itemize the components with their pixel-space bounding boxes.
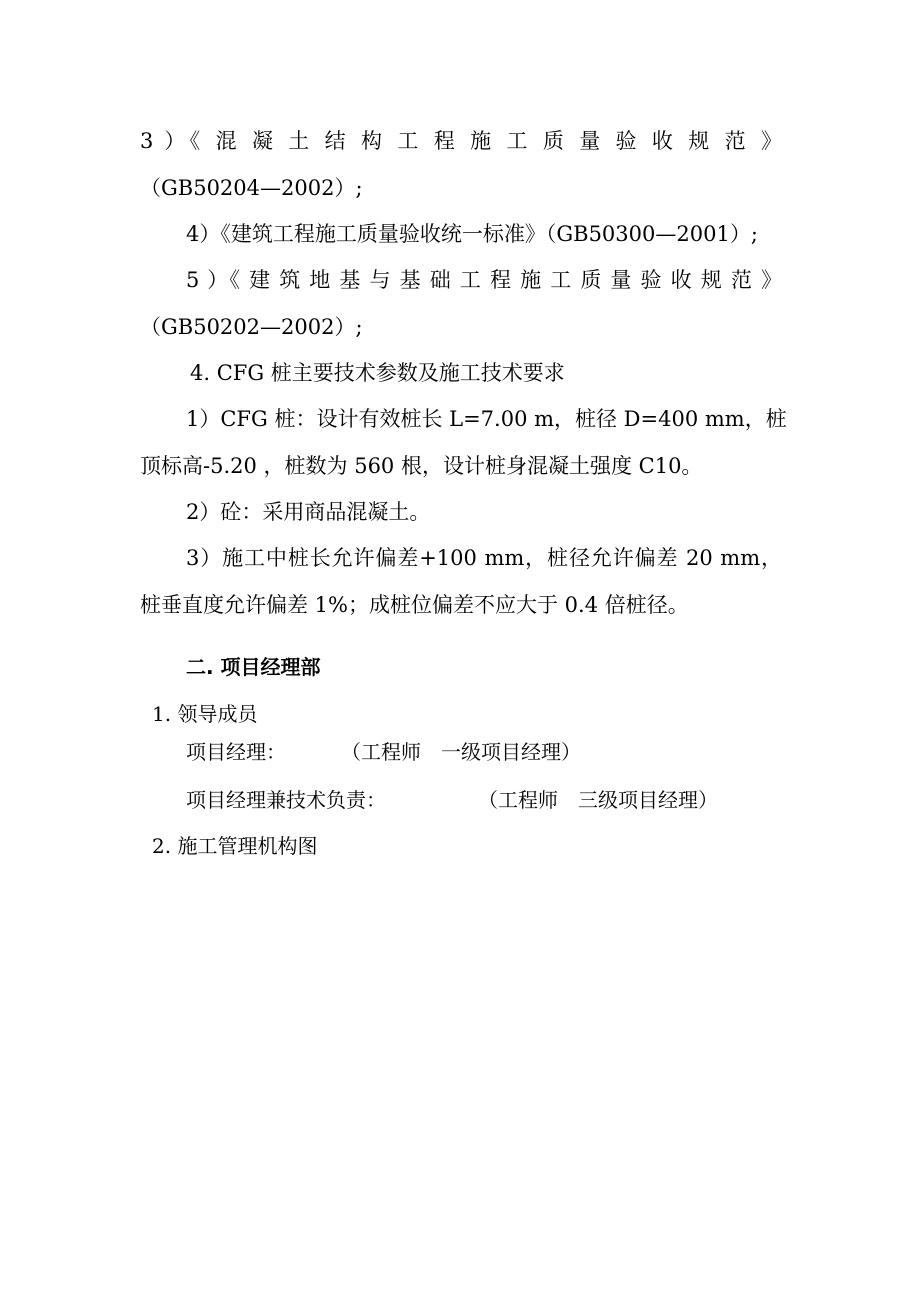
tech-manager-detail: （工程师 三级项目经理） [478,788,718,812]
tech-manager-role: 项目经理兼技术负责： [186,788,386,812]
leaders-title: 1. 领导成员 [152,702,258,726]
project-dept-heading: 二. 项目经理部 [186,655,321,679]
manager-detail: （工程师 一级项目经理） [341,740,581,764]
cfg-param-3-line1: 3）施工中桩长允许偏差+100 mm，桩径允许偏差 20 mm， [186,546,782,570]
standard-item-3-line1: 3 ）《 混 凝 土 结 构 工 程 施 工 质 量 验 收 规 范 》 [140,129,782,153]
cfg-param-1-line2: 顶标高-5.20 ，桩数为 560 根，设计桩身混凝土强度 C10。 [140,454,703,478]
cfg-param-1-line1: 1）CFG 桩：设计有效桩长 L=7.00 m，桩径 D=400 mm，桩 [186,407,787,431]
manager-role: 项目经理： [186,740,286,764]
tech-manager-row [186,785,782,815]
manager-row [186,737,782,767]
cfg-param-3-line2: 桩垂直度允许偏差 1%；成桩位偏差不应大于 0.4 倍桩径。 [140,593,689,617]
cfg-section-title: 4. CFG 桩主要技术参数及施工技术要求 [190,361,565,385]
standard-item-3-line2: （GB50204—2002）; [140,176,363,200]
standard-item-5-line1: 5 ）《 建 筑 地 基 与 基 础 工 程 施 工 质 量 验 收 规 范 》 [186,268,782,292]
org-chart-title: 2. 施工管理机构图 [152,834,318,858]
standard-item-5-line2: （GB50202—2002）; [140,315,363,339]
cfg-param-2: 2）砼：采用商品混凝土。 [186,500,431,524]
standard-item-4: 4）《建筑工程施工质量验收统一标准》（GB50300—2001）; [186,222,758,246]
